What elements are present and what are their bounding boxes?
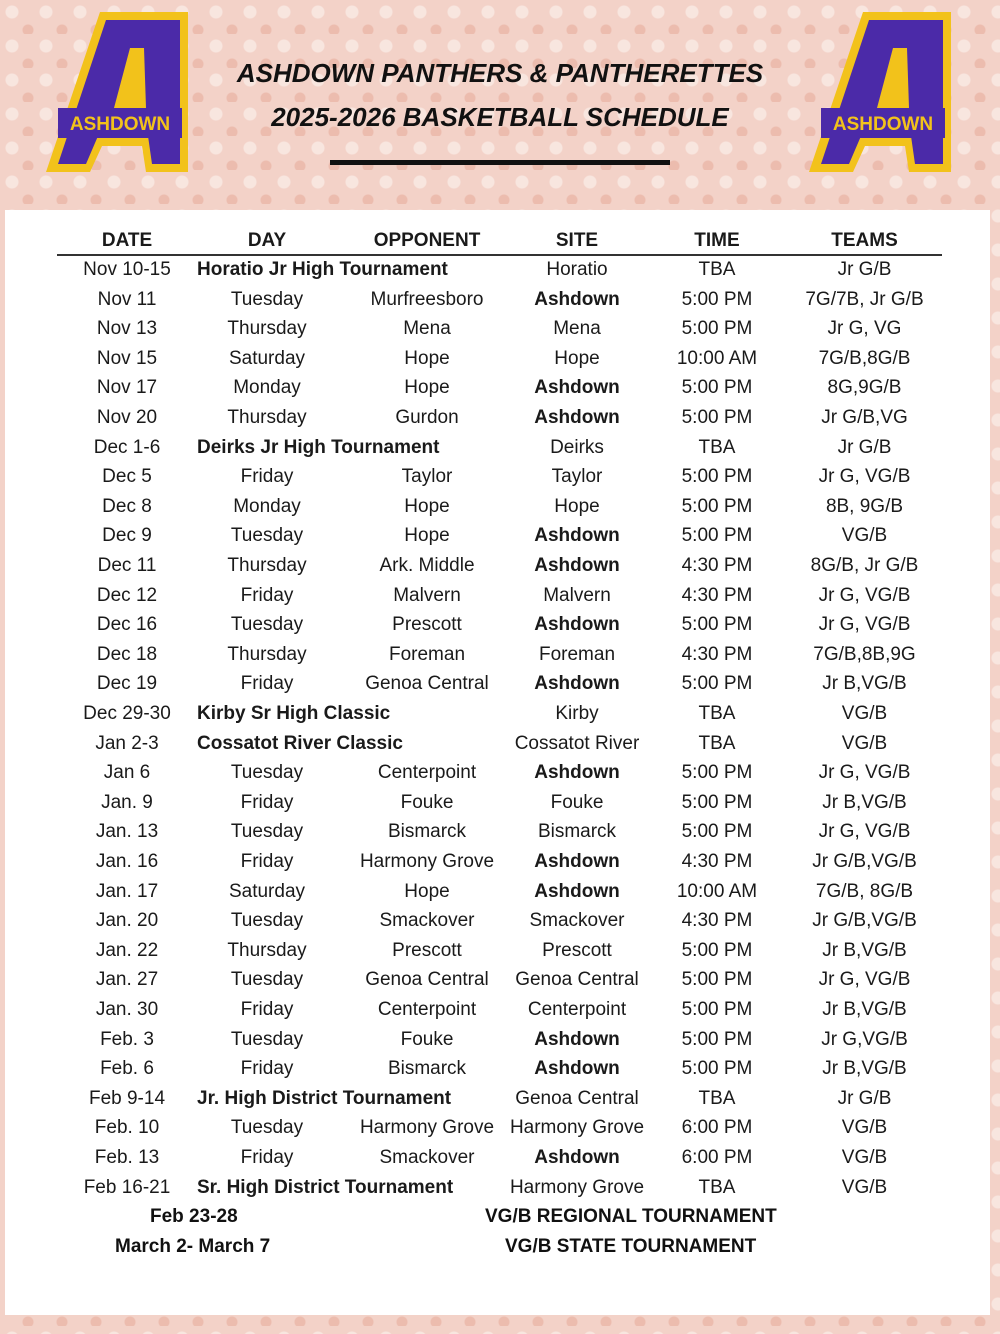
site-cell: Ashdown (534, 614, 620, 636)
day-cell: Tuesday (230, 1028, 304, 1050)
header-date: DATE (101, 230, 153, 251)
time-cell: TBA (698, 703, 736, 724)
date-cell: Dec 9 (102, 525, 152, 547)
teams-cell: Jr B,VG/B (822, 999, 907, 1020)
day-cell: Tuesday (230, 1117, 304, 1139)
time-cell: 6:00 PM (681, 1117, 753, 1139)
teams-cell: Jr G/B (837, 1087, 892, 1109)
date-cell: Dec 19 (96, 673, 158, 695)
game-row (57, 492, 942, 521)
day-cell: Friday (240, 466, 294, 488)
site-cell: Malvern (543, 584, 611, 606)
site-cell: Ashdown (534, 525, 620, 547)
time-cell: 5:00 PM (681, 969, 753, 991)
time-cell: 5:00 PM (681, 1028, 753, 1050)
time-cell: 4:30 PM (681, 555, 753, 576)
time-cell: TBA (698, 436, 736, 458)
opponent-cell: Fouke (400, 791, 454, 813)
game-row (57, 285, 942, 314)
date-cell: Jan. 20 (95, 910, 159, 932)
schedule-panel (5, 210, 990, 1315)
teams-cell: 7G/B, 8G/B (815, 880, 914, 902)
site-cell: Genoa Central (515, 1087, 639, 1109)
site-cell: Ashdown (534, 1058, 620, 1080)
site-cell: Kirby (555, 703, 599, 724)
event-cell: Sr. High District Tournament (197, 1176, 454, 1198)
teams-cell: Jr G, VG/B (818, 466, 911, 488)
site-cell: Horatio (546, 259, 608, 280)
site-cell: Prescott (542, 939, 612, 961)
site-cell: Ashdown (534, 673, 620, 695)
day-cell: Thursday (227, 318, 307, 340)
time-cell: 4:30 PM (681, 643, 753, 665)
site-cell: Ashdown (534, 880, 620, 902)
date-cell: Dec 29-30 (83, 703, 171, 724)
tournament-row (57, 1173, 942, 1202)
site-cell: Ashdown (534, 377, 620, 399)
site-cell: Hope (554, 347, 600, 369)
date-cell: Jan 2-3 (95, 732, 159, 754)
opponent-cell: Taylor (401, 466, 453, 488)
header-teams: TEAMS (831, 230, 898, 251)
opponent-cell: Gurdon (395, 407, 459, 428)
time-cell: TBA (698, 259, 736, 280)
event-cell: Kirby Sr High Classic (197, 703, 391, 724)
ashdown-a-logo-icon (42, 8, 194, 176)
opponent-cell: Smackover (379, 910, 475, 932)
teams-cell: VG/B (841, 703, 888, 724)
tournament-row (57, 1084, 942, 1113)
date-cell: Jan. 9 (101, 791, 153, 813)
title-divider (330, 160, 670, 165)
event-cell: Cossatot River Classic (197, 732, 403, 754)
date-cell: Dec 11 (97, 555, 157, 576)
time-cell: 4:30 PM (681, 910, 753, 932)
game-row (57, 551, 942, 580)
postseason-event: VG/B REGIONAL TOURNAMENT (485, 1206, 777, 1228)
teams-cell: Jr G/B (837, 436, 892, 458)
time-cell: 5:00 PM (681, 791, 753, 813)
game-row (57, 1143, 942, 1172)
game-row (57, 1113, 942, 1142)
opponent-cell: Foreman (388, 643, 466, 665)
game-row (57, 610, 942, 639)
site-cell: Mena (553, 318, 601, 340)
site-cell: Smackover (529, 910, 625, 932)
day-cell: Saturday (228, 880, 306, 902)
opponent-cell: Hope (404, 525, 450, 547)
day-cell: Friday (240, 851, 294, 872)
time-cell: 4:30 PM (681, 584, 753, 606)
teams-cell: Jr B,VG/B (822, 1058, 907, 1080)
game-row (57, 877, 942, 906)
date-cell: Feb 16-21 (83, 1176, 171, 1198)
site-cell: Ashdown (534, 288, 620, 310)
teams-cell: VG/B (841, 1176, 888, 1198)
game-row (57, 344, 942, 373)
tournament-row (57, 699, 942, 728)
schedule-subtitle: 2025-2026 BASKETBALL SCHEDULE (271, 102, 729, 132)
site-cell: Ashdown (534, 1028, 620, 1050)
teams-cell: Jr B,VG/B (822, 939, 907, 961)
day-cell: Friday (240, 999, 294, 1020)
teams-cell: 8B, 9G/B (825, 495, 904, 517)
date-cell: Nov 17 (96, 377, 158, 399)
site-cell: Harmony Grove (509, 1176, 645, 1198)
header-site: SITE (555, 230, 599, 251)
game-row (57, 1054, 942, 1083)
site-cell: Ashdown (534, 407, 620, 428)
date-cell: Nov 13 (96, 318, 158, 340)
tournament-row (57, 255, 942, 284)
site-cell: Deirks (550, 436, 604, 458)
teams-cell: Jr G, VG/B (818, 762, 911, 784)
day-cell: Friday (240, 673, 294, 695)
time-cell: 5:00 PM (681, 939, 753, 961)
opponent-cell: Ark. Middle (379, 555, 475, 576)
teams-cell: 7G/7B, Jr G/B (805, 288, 924, 310)
schedule-title: ASHDOWN PANTHERS & PANTHERETTES (236, 58, 764, 88)
time-cell: 5:00 PM (681, 525, 753, 547)
time-cell: 5:00 PM (681, 673, 753, 695)
opponent-cell: Centerpoint (377, 999, 477, 1020)
date-cell: Jan. 27 (95, 969, 159, 991)
teams-cell: Jr G/B (837, 259, 892, 280)
game-row (57, 1025, 942, 1054)
date-cell: Nov 10-15 (83, 259, 171, 280)
day-cell: Tuesday (230, 910, 304, 932)
ashdown-a-logo-icon (805, 8, 957, 176)
day-cell: Tuesday (230, 288, 304, 310)
opponent-cell: Bismarck (387, 821, 467, 843)
day-cell: Friday (240, 584, 294, 606)
opponent-cell: Hope (404, 347, 450, 369)
header-opponent: OPPONENT (373, 230, 481, 251)
day-cell: Friday (240, 1147, 294, 1168)
teams-cell: 8G,9G/B (827, 377, 902, 399)
ashdown-logo-left (42, 8, 194, 176)
day-cell: Thursday (227, 939, 307, 961)
day-cell: Friday (240, 1058, 294, 1080)
date-cell: Dec 5 (102, 466, 152, 488)
ashdown-logo-right (805, 8, 957, 176)
opponent-cell: Bismarck (387, 1058, 467, 1080)
day-cell: Tuesday (230, 821, 304, 843)
teams-cell: Jr B,VG/B (822, 791, 907, 813)
time-cell: 5:00 PM (681, 495, 753, 517)
date-cell: Jan. 17 (95, 880, 159, 902)
tournament-row (57, 433, 942, 462)
date-cell: Dec 8 (102, 495, 152, 517)
teams-cell: Jr G/B,VG/B (812, 851, 917, 872)
opponent-cell: Prescott (392, 614, 462, 636)
time-cell: 5:00 PM (681, 407, 753, 428)
game-row (57, 758, 942, 787)
day-cell: Tuesday (230, 525, 304, 547)
site-cell: Fouke (550, 791, 604, 813)
teams-cell: 7G/B,8B,9G (813, 643, 916, 665)
teams-cell: Jr B,VG/B (822, 673, 907, 695)
event-cell: Deirks Jr High Tournament (197, 436, 440, 458)
game-row (57, 847, 942, 876)
postseason-event: VG/B STATE TOURNAMENT (505, 1235, 757, 1257)
site-cell: Ashdown (534, 555, 620, 576)
day-cell: Tuesday (230, 614, 304, 636)
date-cell: Dec 16 (96, 614, 158, 636)
time-cell: 5:00 PM (681, 288, 753, 310)
teams-cell: VG/B (841, 1117, 888, 1139)
date-cell: Dec 12 (96, 584, 158, 606)
game-row (57, 669, 942, 698)
day-cell: Monday (233, 377, 301, 399)
game-row (57, 640, 942, 669)
site-cell: Centerpoint (527, 999, 627, 1020)
game-row (57, 906, 942, 935)
date-cell: Jan. 16 (95, 851, 159, 872)
day-cell: Tuesday (230, 969, 304, 991)
teams-cell: Jr G/B,VG/B (812, 910, 917, 932)
event-cell: Horatio Jr High Tournament (197, 259, 448, 280)
opponent-cell: Fouke (400, 1028, 454, 1050)
teams-cell: Jr G, VG/B (818, 821, 911, 843)
teams-cell: Jr G, VG/B (818, 969, 911, 991)
day-cell: Thursday (227, 407, 307, 428)
column-headers (57, 228, 942, 256)
date-cell: Nov 15 (96, 347, 158, 369)
opponent-cell: Harmony Grove (359, 1117, 495, 1139)
teams-cell: 8G/B, Jr G/B (810, 555, 919, 576)
date-cell: Feb. 10 (94, 1117, 160, 1139)
site-cell: Ashdown (534, 1147, 620, 1168)
day-cell: Tuesday (230, 762, 304, 784)
teams-cell: VG/B (841, 1147, 888, 1168)
postseason-date: March 2- March 7 (115, 1235, 271, 1257)
game-row (57, 788, 942, 817)
opponent-cell: Mena (403, 318, 451, 340)
day-cell: Thursday (227, 555, 307, 576)
time-cell: 6:00 PM (681, 1147, 753, 1168)
teams-cell: VG/B (841, 525, 888, 547)
time-cell: 5:00 PM (681, 466, 753, 488)
date-cell: Jan 6 (103, 762, 151, 784)
opponent-cell: Hope (404, 495, 450, 517)
date-cell: Nov 20 (96, 407, 158, 428)
site-cell: Harmony Grove (509, 1117, 645, 1139)
opponent-cell: Malvern (393, 584, 461, 606)
opponent-cell: Genoa Central (365, 969, 489, 991)
teams-cell: Jr G, VG/B (818, 584, 911, 606)
game-row (57, 965, 942, 994)
date-cell: Feb 9-14 (88, 1087, 166, 1109)
svg-text:ASHDOWN: ASHDOWN (832, 114, 934, 135)
time-cell: 4:30 PM (681, 851, 753, 872)
game-row (57, 403, 942, 432)
date-cell: Jan. 30 (95, 999, 159, 1020)
day-cell: Monday (233, 495, 301, 517)
date-cell: Dec 18 (96, 643, 158, 665)
game-row (57, 581, 942, 610)
game-row (57, 373, 942, 402)
postseason-date: Feb 23-28 (150, 1206, 238, 1228)
site-cell: Taylor (551, 466, 603, 488)
site-cell: Foreman (538, 643, 616, 665)
time-cell: 5:00 PM (681, 762, 753, 784)
date-cell: Jan. 13 (95, 821, 159, 843)
date-cell: Feb. 3 (100, 1028, 154, 1050)
teams-cell: 7G/B,8G/B (818, 347, 911, 369)
teams-cell: Jr G, VG (827, 318, 902, 340)
game-row (57, 521, 942, 550)
site-cell: Cossatot River (514, 732, 640, 754)
date-cell: Feb. 6 (100, 1058, 154, 1080)
opponent-cell: Smackover (379, 1147, 475, 1168)
header-day: DAY (247, 230, 287, 251)
opponent-cell: Harmony Grove (359, 851, 495, 872)
tournament-row (57, 729, 942, 758)
time-cell: 5:00 PM (681, 1058, 753, 1080)
game-row (57, 314, 942, 343)
site-cell: Hope (554, 495, 600, 517)
opponent-cell: Hope (404, 377, 450, 399)
opponent-cell: Centerpoint (377, 762, 477, 784)
day-cell: Saturday (228, 347, 306, 369)
time-cell: 5:00 PM (681, 821, 753, 843)
opponent-cell: Hope (404, 880, 450, 902)
time-cell: 5:00 PM (681, 318, 753, 340)
time-cell: TBA (698, 1176, 736, 1198)
teams-cell: Jr G, VG/B (818, 614, 911, 636)
opponent-cell: Genoa Central (365, 673, 489, 695)
opponent-cell: Prescott (392, 939, 462, 961)
time-cell: 10:00 AM (676, 347, 758, 369)
game-row (57, 995, 942, 1024)
game-row (57, 462, 942, 491)
game-row (57, 817, 942, 846)
time-cell: TBA (698, 732, 736, 754)
header-time: TIME (694, 230, 740, 251)
svg-text:ASHDOWN: ASHDOWN (69, 114, 171, 135)
teams-cell: Jr G,VG/B (821, 1028, 908, 1050)
day-cell: Thursday (227, 643, 307, 665)
time-cell: TBA (698, 1087, 736, 1109)
date-cell: Dec 1-6 (93, 436, 161, 458)
date-cell: Nov 11 (97, 288, 157, 310)
time-cell: 5:00 PM (681, 999, 753, 1020)
header (0, 0, 1000, 210)
site-cell: Genoa Central (515, 969, 639, 991)
site-cell: Ashdown (534, 762, 620, 784)
day-cell: Friday (240, 791, 294, 813)
time-cell: 10:00 AM (676, 880, 758, 902)
teams-cell: VG/B (841, 732, 888, 754)
game-row (57, 936, 942, 965)
site-cell: Bismarck (537, 821, 617, 843)
time-cell: 5:00 PM (681, 614, 753, 636)
site-cell: Ashdown (534, 851, 620, 872)
teams-cell: Jr G/B,VG (821, 407, 908, 428)
time-cell: 5:00 PM (681, 377, 753, 399)
date-cell: Jan. 22 (95, 939, 159, 961)
date-cell: Feb. 13 (94, 1147, 160, 1168)
event-cell: Jr. High District Tournament (197, 1087, 452, 1109)
opponent-cell: Murfreesboro (370, 288, 484, 310)
